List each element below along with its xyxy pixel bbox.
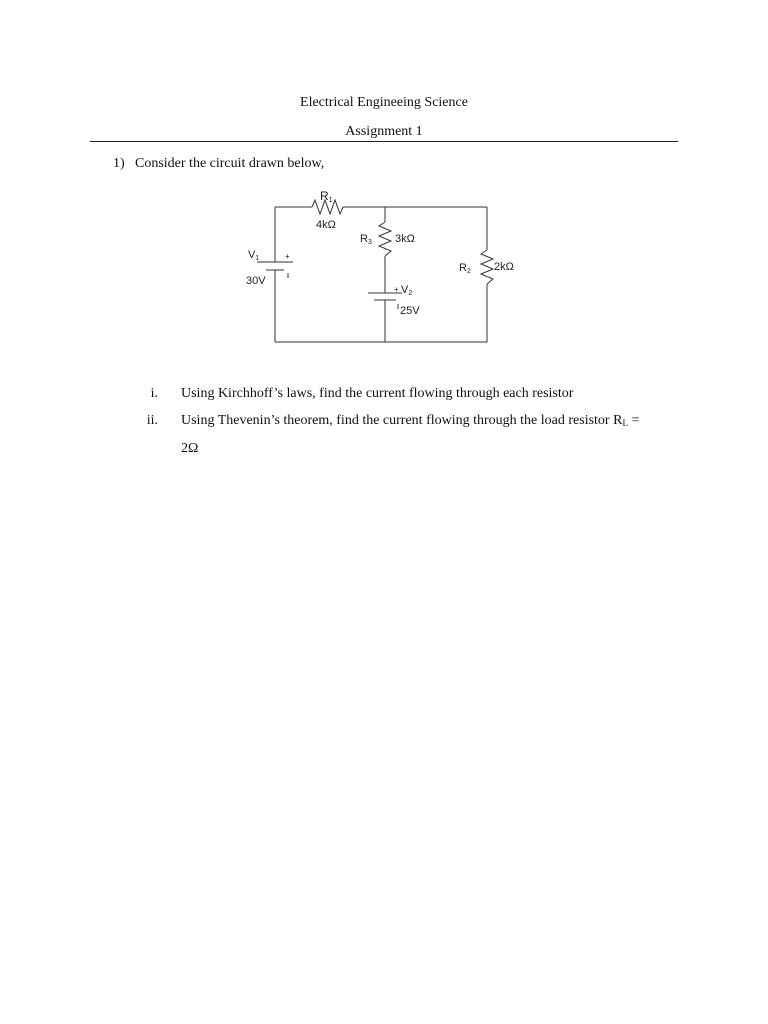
v1-plus-sign: + — [285, 252, 290, 261]
question-number: 1) — [113, 156, 125, 171]
subquestion-number: i. — [150, 386, 158, 401]
r1-value: 4kΩ — [316, 219, 336, 231]
circuit-diagram — [0, 0, 768, 360]
load-resistor-subscript: L — [622, 418, 628, 428]
subquestion-text: Using Kirchhoff’s laws, find the current flowing through each resistor — [181, 386, 574, 401]
subquestion-continuation: 2Ω — [181, 441, 199, 456]
r3-label: R3 — [360, 233, 372, 246]
subquestion-number: ii. — [146, 413, 158, 428]
r2-label: R2 — [459, 262, 471, 275]
document-title: Electrical Engineeing Science — [300, 95, 468, 110]
v1-label: V1 — [248, 249, 260, 262]
r3-value: 3kΩ — [395, 233, 415, 245]
resistor-r3 — [379, 222, 391, 256]
v2-plus-sign: + — [394, 285, 399, 294]
question-text: Consider the circuit drawn below, — [135, 156, 325, 171]
subquestion-text-equals: = — [627, 413, 640, 428]
subquestion-text — [181, 413, 639, 429]
r1-label: R1 — [320, 189, 333, 204]
v2-label: V2 — [401, 284, 413, 297]
v2-value: 25V — [400, 305, 420, 317]
r2-value: 2kΩ — [494, 261, 514, 273]
subquestion-text-main: Using Thevenin’s theorem, find the current flowing through the load resistor R — [181, 413, 623, 428]
v1-value: 30V — [246, 275, 266, 287]
resistor-r2 — [481, 250, 493, 284]
assignment-title: Assignment 1 — [345, 124, 423, 139]
